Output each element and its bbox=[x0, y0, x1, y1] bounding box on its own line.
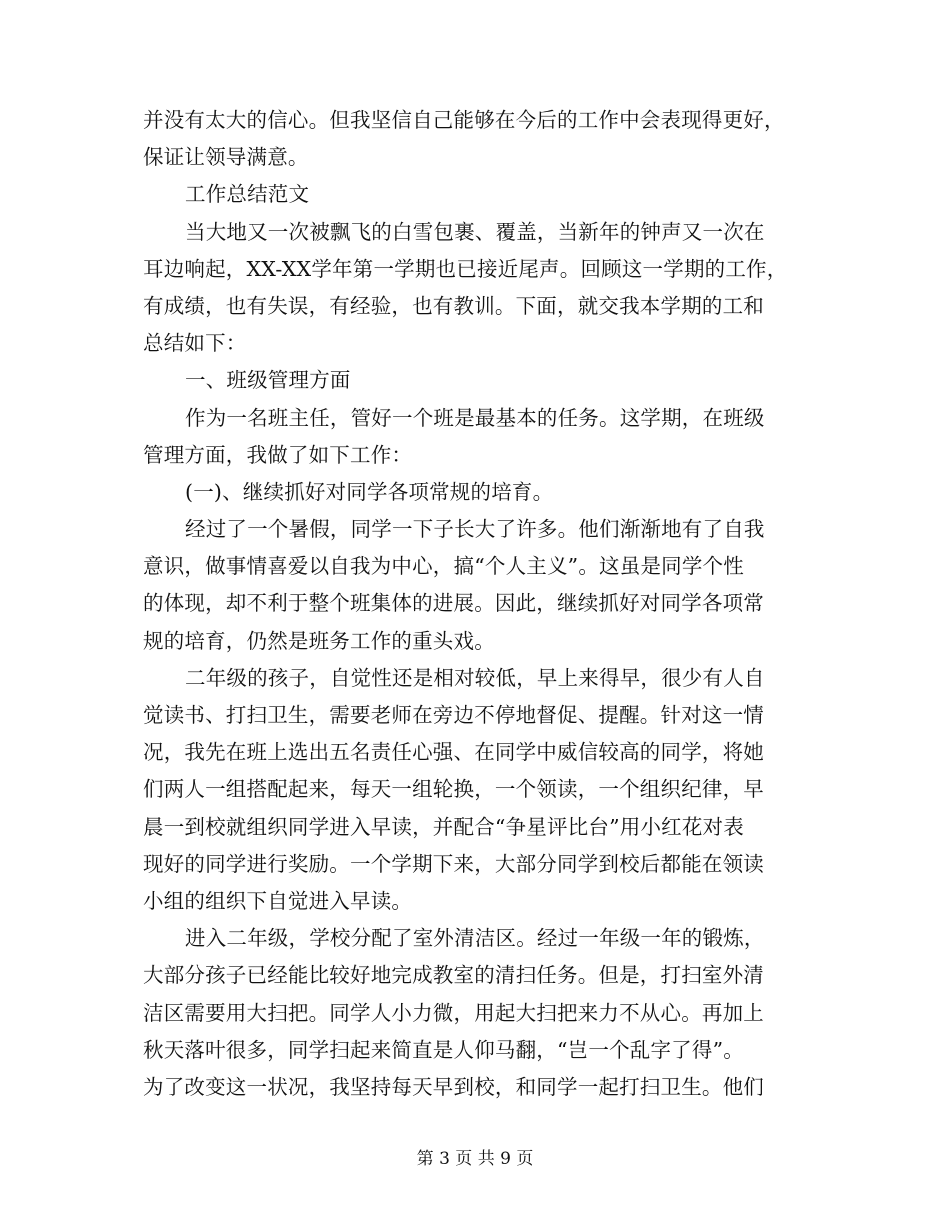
text-line: 意识，做事情喜爱以自我为中心，搞“个人主义”。这虽是同学个性 bbox=[143, 554, 744, 579]
text-line: 觉读书、打扫卫生，需要老师在旁边不停地督促、提醒。针对这一情 bbox=[143, 703, 764, 727]
text-line: 总结如下： bbox=[143, 331, 247, 356]
text-line: 保证让领导满意。 bbox=[143, 145, 309, 170]
text-line: 晨一到校就组织同学进入早读，并配合“争星评比台”用小红花对表 bbox=[143, 814, 744, 839]
text-line: 经过了一个暑假，同学一下子长大了许多。他们渐渐地有了自我 bbox=[185, 517, 765, 542]
text-line: 管理方面，我做了如下工作： bbox=[143, 442, 413, 467]
text-line: 秋天落叶很多，同学扫起来简直是人仰马翻，“岂一个乱字了得”。 bbox=[143, 1037, 744, 1062]
text-line: 进入二年级，学校分配了室外清洁区。经过一年级一年的锻炼， bbox=[185, 926, 765, 951]
text-line: 作为一名班主任，管好一个班是最基本的任务。这学期，在班级 bbox=[185, 405, 765, 430]
text-line: 洁区需要用大扫把。同学人小力微，用起大扫把来力不从心。再加上 bbox=[143, 1000, 764, 1025]
text-line: 并没有太大的信心。但我坚信自己能够在今后的工作中会表现得更好， bbox=[143, 108, 785, 132]
text-line: (一)、继续抓好对同学各项常规的培育。 bbox=[185, 479, 554, 504]
text-line: 一、班级管理方面 bbox=[185, 368, 351, 393]
text-line: 工作总结范文 bbox=[185, 182, 310, 207]
text-line: 现好的同学进行奖励。一个学期下来，大部分同学到校后都能在领读 bbox=[143, 851, 764, 876]
document-body bbox=[143, 102, 803, 1106]
text-line: 小组的组织下自觉进入早读。 bbox=[143, 888, 413, 913]
text-line: 有成绩，也有失误，有经验，也有教训。下面，就交我本学期的工和 bbox=[143, 293, 764, 318]
page-number: 第 3 页 共 9 页 bbox=[416, 1149, 534, 1169]
text-line: 为了改变这一状况，我坚持每天早到校，和同学一起打扫卫生。他们 bbox=[143, 1074, 764, 1099]
text-line: 二年级的孩子，自觉性还是相对较低，早上来得早，很少有人自 bbox=[185, 665, 765, 690]
text-line: 况，我先在班上选出五名责任心强、在同学中威信较高的同学，将她 bbox=[143, 740, 764, 765]
text-line: 耳边响起，XX-XX学年第一学期也已接近尾声。回顾这一学期的工作， bbox=[143, 256, 788, 281]
text-line: 当大地又一次被飘飞的白雪包裹、覆盖，当新年的钟声又一次在 bbox=[185, 219, 765, 244]
text-line: 们两人一组搭配起来，每天一组轮换，一个领读，一个组织纪律，早 bbox=[143, 777, 764, 802]
text-line: 大部分孩子已经能比较好地完成教室的清扫任务。但是，打扫室外清 bbox=[143, 963, 764, 988]
text-line: 规的培育，仍然是班务工作的重头戏。 bbox=[143, 628, 495, 653]
text-line: 的体现，却不利于整个班集体的进展。因此，继续抓好对同学各项常 bbox=[143, 591, 764, 616]
